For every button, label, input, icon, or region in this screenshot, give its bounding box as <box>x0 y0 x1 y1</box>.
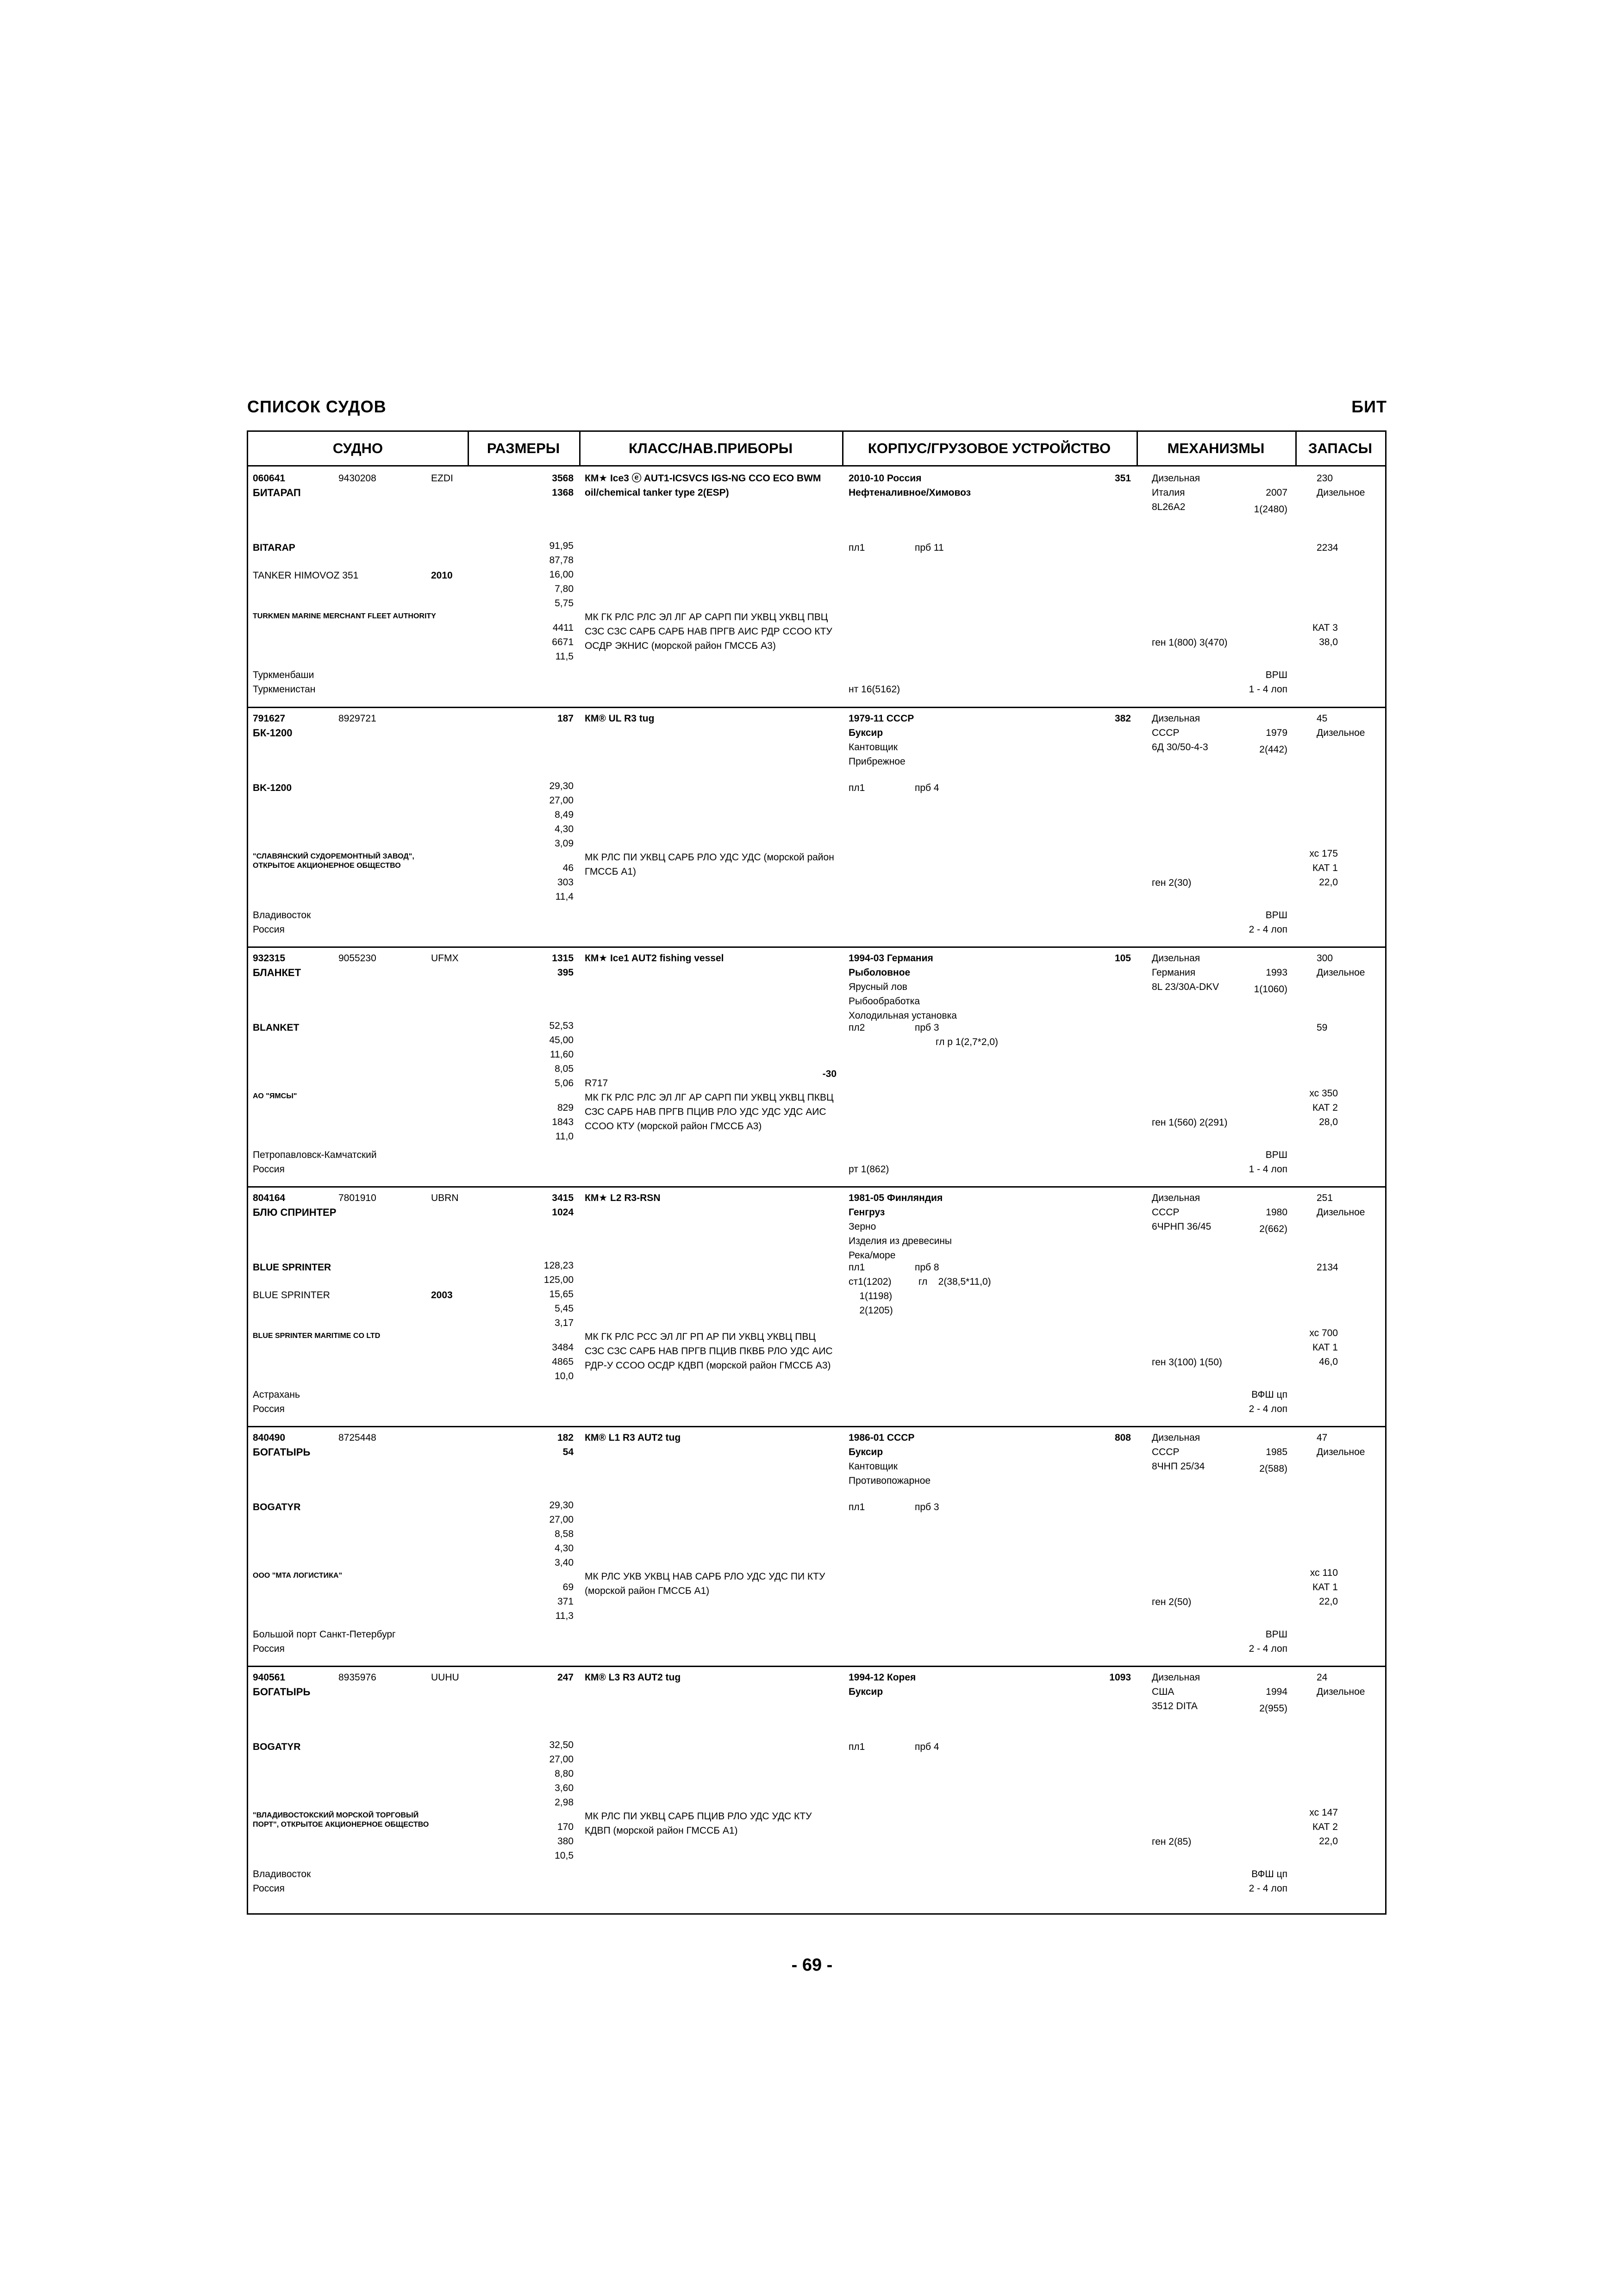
nav-equipment: МК РЛС ПИ УКВЦ САРБ ПЦИВ РЛО УДС УДС КТУ КДВП (морской район ГМССБ A1) <box>585 1811 812 1836</box>
category-value: 22,0 <box>1319 1836 1338 1847</box>
ship-role: Холодильная установка <box>849 1010 957 1021</box>
engine-power: 1(1060) <box>1254 984 1287 995</box>
bulkheads: прб 3 <box>915 1502 939 1512</box>
nav-equipment: МК ГК РЛС РЛС ЭЛ ЛГ АР САРП ПИ УКВЦ УКВЦ ПВЦ СЗС СЗС САРБ САРБ НАВ ПРГВ АИС РДР СCOO КТУ ОСДР ЭКНИС (морской район ГМССБ A3) <box>585 612 832 651</box>
hull-number: 382 <box>1114 713 1131 724</box>
engine-type: Дизельная <box>1152 1672 1200 1683</box>
breadth: 8,49 <box>555 809 574 820</box>
hull-misc: нт 16(5162) <box>849 684 900 695</box>
ship-record <box>248 1191 1385 1426</box>
speed-knots: 11,5 <box>555 651 574 662</box>
built-info: 2010-10 Россия <box>849 473 922 484</box>
category-value: КАТ 3 <box>1312 622 1338 633</box>
class-notation: КМ® UL R3 tug <box>585 713 655 724</box>
fuel-quantity: 2234 <box>1317 542 1338 553</box>
ships-table <box>247 430 1387 1915</box>
reg-number: 940561 <box>253 1672 286 1683</box>
engine-model: 8L 23/30A-DKV <box>1152 982 1219 992</box>
category-value: хс 147 <box>1309 1807 1338 1818</box>
deadweight: 46 <box>562 863 574 873</box>
nav-equipment: R717 МК ГК РЛС РЛС ЭЛ ЛГ АР САРП ПИ УКВЦ УКВЦ ПКВЦ СЗС САРБ НАВ ПРГВ ПЦИВ РЛО УДС УДС УДС АИС СCOO КТУ (морской район ГМССБ A3) <box>585 1078 834 1132</box>
class-notation: КМ★ Ice1 AUT2 fishing vessel <box>585 953 724 964</box>
length-overall: 29,30 <box>549 781 574 791</box>
speed-knots: 11,3 <box>555 1611 574 1621</box>
fuel-stock: 300 <box>1317 953 1333 964</box>
col-header-dimensions: РАЗМЕРЫ <box>487 440 560 456</box>
imo-number: 8725448 <box>338 1432 376 1443</box>
engine-type: Дизельная <box>1152 953 1200 964</box>
imo-number: 9055230 <box>338 953 376 964</box>
length-pp: 27,00 <box>549 1754 574 1765</box>
propeller-blades: 2 - 4 лоп <box>1249 1883 1287 1894</box>
propeller-blades: 1 - 4 лоп <box>1249 1164 1287 1175</box>
engine-type: Дизельная <box>1152 713 1200 724</box>
built-info: 1994-12 Корея <box>849 1672 916 1683</box>
fuel-type: Дизельное <box>1317 1207 1365 1218</box>
ship-name-latin: BOGATYR <box>253 1502 301 1512</box>
ship-type: Буксир <box>849 728 883 738</box>
displacement: 6671 <box>552 637 574 647</box>
breadth: 8,80 <box>555 1768 574 1779</box>
bulkheads: прб 11 <box>915 542 944 553</box>
engine-power: 2(588) <box>1259 1463 1287 1474</box>
section-label: БИТ <box>1351 397 1387 416</box>
decks: пл1 <box>849 1742 865 1752</box>
hull-number: 105 <box>1114 953 1131 964</box>
propeller-type: ВРШ <box>1265 670 1287 680</box>
class-notation: КМ★ L2 R3-RSN <box>585 1193 661 1203</box>
engine-type: Дизельная <box>1152 1193 1200 1203</box>
nav-equipment: МК ГК РЛС РСС ЭЛ ЛГ РП АР ПИ УКВЦ УКВЦ ПВЦ СЗС СЗС САРБ НАВ ПРГВ ПЦИВ ПКВБ РЛО УДС АИС РДР-У СCOO ОСДР КДВП (морской район ГМССБ A3) <box>585 1332 833 1371</box>
length-pp: 87,78 <box>549 555 574 566</box>
engine-country: Германия <box>1152 967 1196 978</box>
former-name: TANKER HIMOVOZ 351 <box>253 570 359 581</box>
decks: пл1 <box>849 783 865 793</box>
generators: ген 1(800) 3(470) <box>1152 637 1228 648</box>
length-overall: 32,50 <box>549 1740 574 1750</box>
category-value: 22,0 <box>1319 877 1338 888</box>
flag-country: Россия <box>253 1883 285 1894</box>
gross-tonnage: 247 <box>557 1672 574 1683</box>
length-pp: 45,00 <box>549 1035 574 1045</box>
owner: TURKMEN MARINE MERCHANT FLEET AUTHORITY <box>253 612 436 620</box>
deadweight: 69 <box>562 1582 574 1593</box>
depth: 5,45 <box>555 1303 574 1314</box>
row-separator <box>248 1426 1385 1427</box>
built-info: 1994-03 Германия <box>849 953 933 964</box>
row-separator <box>248 707 1385 708</box>
category-value: хс 700 <box>1309 1328 1338 1338</box>
deadweight: 170 <box>557 1822 574 1832</box>
net-tonnage: 1024 <box>552 1207 574 1218</box>
call-sign: UUHU <box>431 1672 459 1683</box>
built-info: 1981-05 Финляндия <box>849 1193 943 1203</box>
depth: 8,05 <box>555 1064 574 1074</box>
ship-record <box>248 951 1385 1186</box>
fuel-type: Дизельное <box>1317 728 1365 738</box>
ship-name-latin: BK-1200 <box>253 783 292 793</box>
depth: 7,80 <box>555 584 574 594</box>
category-value: хс 110 <box>1310 1568 1338 1578</box>
category-value: КАТ 1 <box>1312 1582 1338 1593</box>
fuel-quantity: 59 <box>1317 1022 1328 1033</box>
propeller-blades: 2 - 4 лоп <box>1249 924 1287 935</box>
ship-role: Зерно <box>849 1221 876 1232</box>
draught: 5,06 <box>555 1078 574 1089</box>
col-header-hull: КОРПУС/ГРУЗОВОЕ УСТРОЙСТВО <box>868 440 1111 456</box>
ship-record <box>248 1431 1385 1666</box>
engine-year: 1980 <box>1266 1207 1287 1218</box>
draught: 2,98 <box>555 1797 574 1808</box>
bulkheads: прб 4 <box>915 783 939 793</box>
net-tonnage: 54 <box>562 1447 574 1457</box>
former-name-year: 2003 <box>431 1290 453 1300</box>
imo-number: 7801910 <box>338 1193 376 1203</box>
gross-tonnage: 187 <box>557 713 574 724</box>
ship-role: Кантовщик <box>849 742 898 753</box>
speed-knots: 11,0 <box>555 1131 574 1142</box>
displacement: 380 <box>557 1836 574 1847</box>
speed-knots: 11,4 <box>555 891 574 902</box>
propeller-blades: 2 - 4 лоп <box>1249 1404 1287 1414</box>
generators: ген 2(30) <box>1152 877 1192 888</box>
imo-number: 9430208 <box>338 473 376 484</box>
row-separator <box>248 1666 1385 1667</box>
engine-power: 2(955) <box>1259 1703 1287 1714</box>
net-tonnage: 1368 <box>552 487 574 498</box>
bulkheads: прб 8 <box>915 1262 939 1273</box>
fuel-stock: 251 <box>1317 1193 1333 1203</box>
ship-name: БЛЮ СПРИНТЕР <box>253 1207 337 1218</box>
call-sign: UFMX <box>431 953 459 964</box>
bulkheads: прб 3 <box>915 1022 939 1033</box>
category-value: КАТ 2 <box>1312 1822 1338 1832</box>
category-value: 46,0 <box>1319 1356 1338 1367</box>
engine-type: Дизельная <box>1152 1432 1200 1443</box>
reg-number: 932315 <box>253 953 286 964</box>
engine-model: 3512 DITA <box>1152 1701 1198 1711</box>
length-pp: 125,00 <box>543 1275 574 1285</box>
propeller-type: ВРШ <box>1265 1150 1287 1160</box>
fuel-type: Дизельное <box>1317 1686 1365 1697</box>
ship-name-latin: BLANKET <box>253 1022 300 1033</box>
engine-year: 1994 <box>1266 1686 1287 1697</box>
depth: 4,30 <box>555 1543 574 1554</box>
propeller-type: ВФШ цп <box>1251 1389 1287 1400</box>
cargo-gear: 1(1198) <box>849 1291 893 1301</box>
home-port: Большой порт Санкт-Петербург <box>253 1629 396 1640</box>
deadweight: 3484 <box>552 1342 574 1353</box>
engine-year: 1985 <box>1266 1447 1287 1457</box>
displacement: 4865 <box>552 1356 574 1367</box>
displacement: 303 <box>557 877 574 888</box>
propeller-blades: 2 - 4 лоп <box>1249 1643 1287 1654</box>
flag-country: Туркменистан <box>253 684 316 695</box>
engine-country: СССР <box>1152 1207 1180 1218</box>
engine-power: 2(662) <box>1259 1224 1287 1234</box>
decks: пл1 <box>849 1502 865 1512</box>
engine-power: 1(2480) <box>1254 504 1287 515</box>
propeller-blades: 1 - 4 лоп <box>1249 684 1287 695</box>
draught: 3,09 <box>555 838 574 849</box>
engine-year: 2007 <box>1266 487 1287 498</box>
page-title: СПИСОК СУДОВ <box>247 397 387 416</box>
ship-type: Генгруз <box>849 1207 885 1218</box>
cargo-gear: гл р 1(2,7*2,0) <box>936 1037 999 1047</box>
category-value: 38,0 <box>1319 637 1338 647</box>
ship-record <box>248 1670 1385 1905</box>
engine-model: 6ЧРНП 36/45 <box>1152 1221 1212 1232</box>
hull-number: 1093 <box>1109 1672 1131 1683</box>
speed-knots: 10,0 <box>555 1371 574 1381</box>
engine-country: СССР <box>1152 1447 1180 1457</box>
ship-name: БОГАТЫРЬ <box>253 1446 311 1458</box>
owner: BLUE SPRINTER MARITIME CO LTD <box>253 1332 381 1340</box>
propeller-type: ВРШ <box>1265 1629 1287 1640</box>
home-port: Астрахань <box>253 1389 300 1400</box>
row-separator <box>248 1186 1385 1188</box>
fuel-stock: 24 <box>1317 1672 1328 1683</box>
engine-power: 2(442) <box>1259 744 1287 755</box>
reg-number: 840490 <box>253 1432 286 1443</box>
row-separator <box>248 946 1385 948</box>
col-header-vessel: СУДНО <box>332 440 383 456</box>
col-header-class: КЛАСС/НАВ.ПРИБОРЫ <box>628 440 793 456</box>
nav-equipment: МК РЛС УКВ УКВЦ НАВ САРБ РЛО УДС УДС ПИ КТУ (морской район ГМССБ A1) <box>585 1571 825 1596</box>
flag-country: Россия <box>253 1164 285 1175</box>
home-port: Владивосток <box>253 1869 311 1879</box>
generators: ген 2(50) <box>1152 1597 1192 1607</box>
former-name: BLUE SPRINTER <box>253 1290 330 1300</box>
depth: 3,60 <box>555 1783 574 1793</box>
generators: ген 3(100) 1(50) <box>1152 1357 1222 1368</box>
ship-record <box>248 471 1385 707</box>
home-port: Владивосток <box>253 910 311 921</box>
owner: "ВЛАДИВОСТОКСКИЙ МОРСКОЙ ТОРГОВЫЙ ПОРТ", ОТКРЫТОЕ АКЦИОНЕРНОЕ ОБЩЕСТВО <box>253 1811 429 1829</box>
class-notation: КМ★ Ice3 ⓔ AUT1-ICSVCS IGS-NG CCO ECO BWM oil/chemical tanker type 2(ESP) <box>585 473 821 498</box>
engine-country: СССР <box>1152 728 1180 738</box>
ship-type: Рыболовное <box>849 967 911 978</box>
fuel-stock: 47 <box>1317 1432 1328 1443</box>
hull-number: 808 <box>1114 1432 1131 1443</box>
breadth: 8,58 <box>555 1529 574 1539</box>
ship-type: Буксир <box>849 1686 883 1697</box>
built-info: 1979-11 СССР <box>849 713 914 724</box>
deadweight: 829 <box>557 1102 574 1113</box>
ship-role: Кантовщик <box>849 1461 898 1472</box>
category-value: хс 175 <box>1309 848 1338 859</box>
reg-number: 804164 <box>253 1193 286 1203</box>
net-tonnage: 395 <box>557 967 574 978</box>
fuel-stock: 45 <box>1317 713 1328 724</box>
length-pp: 27,00 <box>549 1514 574 1525</box>
call-sign: UBRN <box>431 1193 459 1203</box>
engine-model: 6Д 30/50-4-3 <box>1152 742 1208 753</box>
ship-name: БЛАНКЕТ <box>253 967 301 978</box>
reg-number: 791627 <box>253 713 286 724</box>
owner: АО "ЯМСЫ" <box>253 1092 297 1100</box>
fuel-stock: 230 <box>1317 473 1333 484</box>
cargo-gear: ст1(1202) гл 2(38,5*11,0) <box>849 1276 991 1287</box>
ship-type: Нефтеналивное/Химовоз <box>849 487 971 498</box>
depth: 4,30 <box>555 824 574 834</box>
nav-equipment: МК РЛС ПИ УКВЦ САРБ РЛО УДС УДС (морской район ГМССБ A1) <box>585 852 834 877</box>
decks: пл1 <box>849 1262 865 1273</box>
length-overall: 91,95 <box>549 541 574 551</box>
breadth: 11,60 <box>550 1049 574 1060</box>
imo-number: 8935976 <box>338 1672 376 1683</box>
category-value: 22,0 <box>1319 1596 1338 1607</box>
engine-country: США <box>1152 1686 1174 1697</box>
engine-type: Дизельная <box>1152 473 1200 484</box>
reg-number: 060641 <box>253 473 286 484</box>
owner: ООО "МТА ЛОГИСТИКА" <box>253 1572 343 1580</box>
home-port: Петропавловск-Камчатский <box>253 1150 377 1160</box>
ship-role: Рыбообработка <box>849 996 920 1007</box>
imo-number: 8929721 <box>338 713 376 724</box>
gross-tonnage: 3568 <box>552 473 574 484</box>
gross-tonnage: 182 <box>557 1432 574 1443</box>
ship-type: Буксир <box>849 1447 883 1457</box>
engine-year: 1993 <box>1266 967 1287 978</box>
category-value: 28,0 <box>1319 1117 1338 1127</box>
deadweight: 4411 <box>552 622 574 633</box>
built-info: 1986-01 СССР <box>849 1432 915 1443</box>
category-value: КАТ 1 <box>1312 863 1338 873</box>
length-pp: 27,00 <box>549 795 574 806</box>
bulkheads: прб 4 <box>915 1742 939 1752</box>
length-overall: 128,23 <box>543 1260 574 1271</box>
fuel-quantity: 2134 <box>1317 1262 1338 1273</box>
ship-role: Река/море <box>849 1250 896 1261</box>
decks: пл2 <box>849 1022 865 1033</box>
engine-year: 1979 <box>1266 728 1287 738</box>
engine-model: 8ЧНП 25/34 <box>1152 1461 1205 1472</box>
ship-role: Изделия из древесины <box>849 1236 952 1246</box>
ship-role: Противопожарное <box>849 1475 931 1486</box>
breadth: 15,65 <box>549 1289 574 1300</box>
generators: ген 2(85) <box>1152 1836 1192 1847</box>
hull-misc: рт 1(862) <box>849 1164 889 1175</box>
ship-record <box>248 711 1385 946</box>
col-header-machinery: МЕХАНИЗМЫ <box>1167 440 1265 456</box>
owner: "СЛАВЯНСКИЙ СУДОРЕМОНТНЫЙ ЗАВОД", ОТКРЫТОЕ АКЦИОНЕРНОЕ ОБЩЕСТВО <box>253 852 414 870</box>
generators: ген 1(560) 2(291) <box>1152 1117 1228 1128</box>
ice-temperature: -30 <box>822 1069 837 1079</box>
fuel-type: Дизельное <box>1317 1447 1365 1457</box>
displacement: 371 <box>557 1596 574 1607</box>
engine-model: 8L26A2 <box>1152 502 1186 512</box>
flag-country: Россия <box>253 1643 285 1654</box>
draught: 3,40 <box>555 1557 574 1568</box>
draught: 5,75 <box>555 598 574 609</box>
ship-name-latin: BITARAP <box>253 542 295 553</box>
decks: пл1 <box>849 542 865 553</box>
ship-role: Прибрежное <box>849 756 906 767</box>
propeller-type: ВРШ <box>1265 910 1287 921</box>
flag-country: Россия <box>253 1404 285 1414</box>
ship-name-latin: BLUE SPRINTER <box>253 1262 331 1273</box>
draught: 3,17 <box>555 1318 574 1328</box>
gross-tonnage: 1315 <box>552 953 574 964</box>
ship-name: БОГАТЫРЬ <box>253 1686 311 1698</box>
category-value: КАТ 2 <box>1312 1102 1338 1113</box>
call-sign: EZDI <box>431 473 453 484</box>
length-overall: 52,53 <box>549 1020 574 1031</box>
displacement: 1843 <box>552 1117 574 1127</box>
class-notation: КМ® L3 R3 AUT2 tug <box>585 1672 681 1683</box>
engine-country: Италия <box>1152 487 1185 498</box>
hull-number: 351 <box>1114 473 1131 484</box>
class-notation: КМ® L1 R3 AUT2 tug <box>585 1432 681 1443</box>
propeller-type: ВФШ цп <box>1251 1869 1287 1879</box>
ship-name-latin: BOGATYR <box>253 1742 301 1752</box>
ship-name: БК-1200 <box>253 727 293 739</box>
breadth: 16,00 <box>549 569 574 580</box>
flag-country: Россия <box>253 924 285 935</box>
fuel-type: Дизельное <box>1317 487 1365 498</box>
ship-name: БИТАРАП <box>253 487 301 498</box>
category-value: хс 350 <box>1309 1088 1338 1099</box>
former-name-year: 2010 <box>431 570 453 581</box>
col-header-supplies: ЗАПАСЫ <box>1308 440 1373 456</box>
length-overall: 29,30 <box>549 1500 574 1511</box>
gross-tonnage: 3415 <box>552 1193 574 1203</box>
fuel-type: Дизельное <box>1317 967 1365 978</box>
page-number: - 69 - <box>791 1955 833 1975</box>
cargo-gear: 2(1205) <box>849 1305 893 1316</box>
category-value: КАТ 1 <box>1312 1342 1338 1353</box>
home-port: Туркменбаши <box>253 670 314 680</box>
speed-knots: 10,5 <box>555 1850 574 1861</box>
ship-role: Ярусный лов <box>849 982 907 992</box>
